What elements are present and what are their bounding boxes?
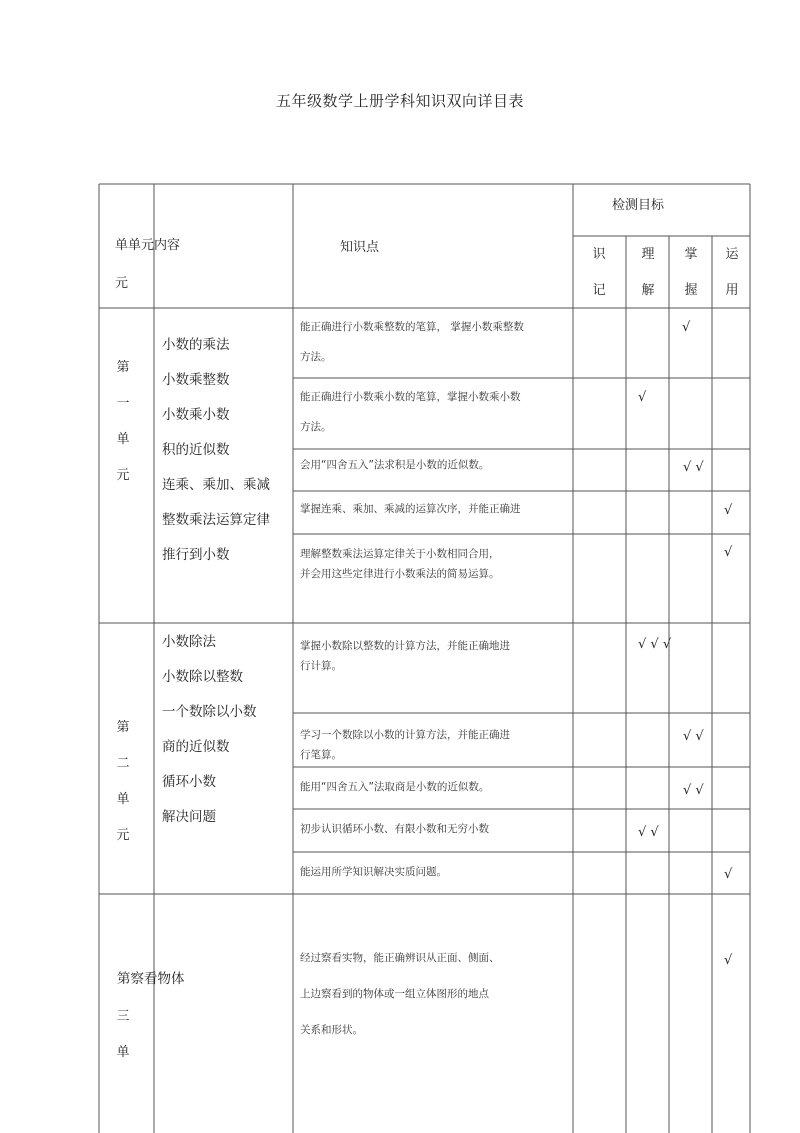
kp-line: 方法。 <box>300 421 332 433</box>
unit2-content-item: 商的近似数 <box>162 739 230 755</box>
header-col-master-b: 握 <box>684 283 698 298</box>
kp-line: 能正确进行小数乘小数的笔算，掌握小数乘小数 <box>300 391 521 403</box>
unit2-kp3: 能用“四舍五入”法取商是小数的近似数。 <box>300 781 490 793</box>
unit3-check1: √ <box>724 953 733 968</box>
unit1-label-1: 第 <box>116 360 130 375</box>
unit2-check4: √ √ <box>638 825 659 840</box>
header-col-understand-a: 理 <box>641 247 655 262</box>
unit1-content-item: 积的近似数 <box>162 442 230 458</box>
unit1-content-item: 整数乘法运算定律 <box>162 512 270 528</box>
header-col-apply-b: 用 <box>725 283 739 298</box>
unit1-content-item: 连乘、乘加、乘减 <box>162 477 270 493</box>
header-unit-tail: 元 <box>115 276 129 291</box>
kp-line: 关系和形状。 <box>300 1024 363 1036</box>
unit2-content-item: 循环小数 <box>162 774 216 790</box>
kp-line: 学习一个数除以小数的计算方法，并能正确进 <box>300 729 510 741</box>
unit1-kp1 <box>300 312 524 372</box>
header-col-recall-a: 识 <box>592 247 606 262</box>
unit1-kp2 <box>300 382 521 442</box>
header-goals: 检测目标 <box>612 198 665 213</box>
unit1-label-4: 元 <box>116 468 130 483</box>
unit1-kp5 <box>300 544 500 584</box>
unit2-kp2 <box>300 725 510 765</box>
header-col-master-a: 掌 <box>684 247 698 262</box>
unit3-kp1 <box>300 940 500 1048</box>
unit2-check5: √ <box>724 867 733 882</box>
kp-line: 能正确进行小数乘整数的笔算， 掌握小数乘整数 <box>300 321 524 333</box>
unit1-content-list <box>162 328 270 573</box>
unit3-label-1: 三 <box>116 1009 130 1024</box>
unit1-label-2: 一 <box>116 396 130 411</box>
kp-line: 并会用这些定律进行小数乘法的简易运算。 <box>300 568 500 580</box>
unit2-check2: √ √ <box>683 729 704 744</box>
page-title: 五年级数学上册学科知识双向详目表 <box>275 92 524 110</box>
kp-line: 上边察看到的物体或一组立体图形的地点 <box>300 988 489 1000</box>
kp-line: 经过察看实物，能正确辨识从正面、侧面、 <box>300 952 500 964</box>
unit3-label-overlap: 第察看物体 <box>117 971 185 987</box>
unit2-label-2: 二 <box>116 756 130 771</box>
unit1-check2: √ <box>638 390 647 405</box>
unit2-label-1: 第 <box>116 720 130 735</box>
unit2-kp4: 初步认识循环小数、有限小数和无穷小数 <box>300 823 489 835</box>
header-unit-content: 单单元内容 <box>115 238 181 253</box>
kp-line: 理解整数乘法运算定律关于小数相同合用， <box>300 548 500 560</box>
unit1-content-item: 推行到小数 <box>162 547 230 563</box>
unit2-label-3: 单 <box>116 792 130 807</box>
header-knowledge: 知识点 <box>340 240 380 255</box>
unit2-check1: √ √ √ <box>638 637 672 652</box>
unit2-kp1 <box>300 636 510 676</box>
unit1-content-item: 小数的乘法 <box>162 337 230 353</box>
unit2-content-item: 解决问题 <box>162 809 216 825</box>
unit1-check5: √ <box>724 545 733 560</box>
kp-line: 行计算。 <box>300 660 342 672</box>
unit1-content-item: 小数乘整数 <box>162 372 230 388</box>
unit1-kp3: 会用“四舍五入”法求积是小数的近似数。 <box>300 459 490 471</box>
unit3-label-2: 单 <box>116 1045 130 1060</box>
unit2-kp5: 能运用所学知识解决实质问题。 <box>300 866 447 878</box>
header-col-recall-b: 记 <box>592 283 606 298</box>
unit1-check4: √ <box>724 503 733 518</box>
unit2-label-4: 元 <box>116 828 130 843</box>
header-col-apply-a: 运 <box>725 247 739 262</box>
unit2-content-item: 小数除法 <box>162 634 216 650</box>
header-col-understand-b: 解 <box>641 283 655 298</box>
unit1-label-3: 单 <box>116 432 130 447</box>
unit1-content-item: 小数乘小数 <box>162 407 230 423</box>
kp-line: 掌握小数除以整数的计算方法，并能正确地进 <box>300 640 510 652</box>
unit1-check1: √ <box>682 320 691 335</box>
unit1-check3: √ √ <box>683 460 704 475</box>
unit1-kp4: 掌握连乘、乘加、乘减的运算次序，并能正确进 <box>300 503 521 515</box>
kp-line: 行笔算。 <box>300 749 342 761</box>
kp-line: 方法。 <box>300 351 332 363</box>
unit2-content-item: 小数除以整数 <box>162 669 243 685</box>
unit2-content-item: 一个数除以小数 <box>162 704 257 720</box>
unit2-content-list <box>162 625 257 835</box>
unit2-check3: √ √ <box>683 783 704 798</box>
